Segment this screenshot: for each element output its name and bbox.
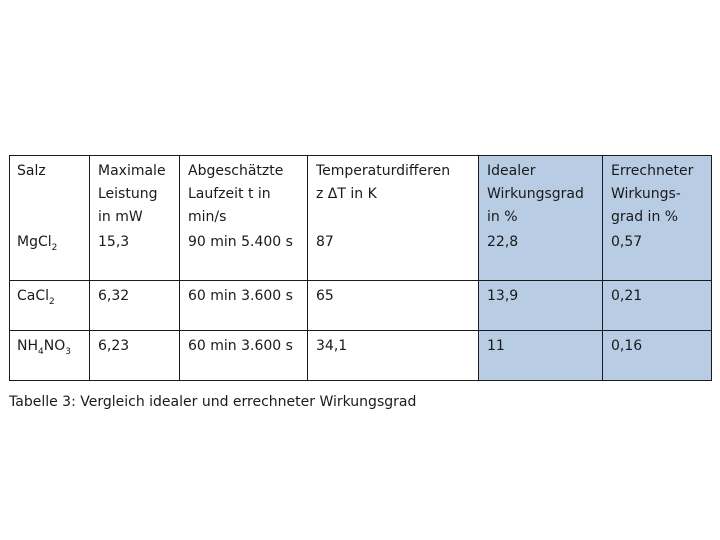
cell-laufzeit: 60 min 3.600 s [180,281,308,331]
table-caption: Tabelle 3: Vergleich idealer und errechneter Wirkungsgrad [9,394,417,410]
table-row [10,331,712,381]
cell-temperatur: 34,1 [308,331,479,381]
salt-cell-nh4no3 [10,331,90,381]
formula-subscript: 2 [49,297,55,307]
table-row [10,231,712,281]
header-idealer-wirkungsgrad [479,156,603,231]
cell-leistung: 6,23 [90,331,180,381]
results-table [9,155,712,381]
salt-cell-mgcl2 [10,231,90,281]
header-maximale-leistung [90,156,180,231]
cell-leistung: 15,3 [90,231,180,281]
formula-part: NH [17,338,38,354]
header-line: Errechneter [611,163,694,179]
formula-part: Ca [17,288,36,304]
formula-subscript: 4 [38,347,44,357]
cell-idealer-wirkungsgrad: 11 [479,331,603,381]
header-line: Laufzeit t in [188,186,271,202]
cell-idealer-wirkungsgrad: 13,9 [479,281,603,331]
cell-laufzeit: 90 min 5.400 s [180,231,308,281]
header-line: in mW [98,209,143,225]
header-salz [10,156,90,231]
header-line: min/s [188,209,227,225]
cell-errechneter-wirkungsgrad: 0,21 [603,281,712,331]
header-errechneter-wirkungsgrad [603,156,712,231]
header-line: Leistung [98,186,158,202]
formula-subscript: 2 [51,242,58,253]
salt-cell-cacl2 [10,281,90,331]
cell-temperatur: 87 [308,231,479,281]
header-line: z ΔT in K [316,186,377,202]
header-salz-line-1: Salz [17,163,46,179]
formula-part: NO [43,338,66,354]
formula-part: Mg [17,233,38,250]
cell-laufzeit: 60 min 3.600 s [180,331,308,381]
formula-part: Cl [37,233,52,250]
table-row [10,281,712,331]
cell-errechneter-wirkungsgrad: 0,57 [603,231,712,281]
header-temperaturdifferenz [308,156,479,231]
header-line: Abgeschätzte [188,163,284,179]
cell-errechneter-wirkungsgrad: 0,16 [603,331,712,381]
formula-part: Cl [35,288,50,304]
header-laufzeit [180,156,308,231]
header-line: Maximale [98,163,166,179]
header-line: Wirkungsgrad [487,186,584,202]
header-line: Wirkungs- [611,186,681,202]
header-line: in % [487,209,518,225]
cell-temperatur: 65 [308,281,479,331]
cell-idealer-wirkungsgrad: 22,8 [479,231,603,281]
header-line: grad in % [611,209,679,225]
cell-leistung: 6,32 [90,281,180,331]
header-line: Idealer [487,163,536,179]
formula-subscript: 3 [65,347,71,357]
header-line: Temperaturdifferen [316,163,451,179]
table-header-row [10,156,712,231]
